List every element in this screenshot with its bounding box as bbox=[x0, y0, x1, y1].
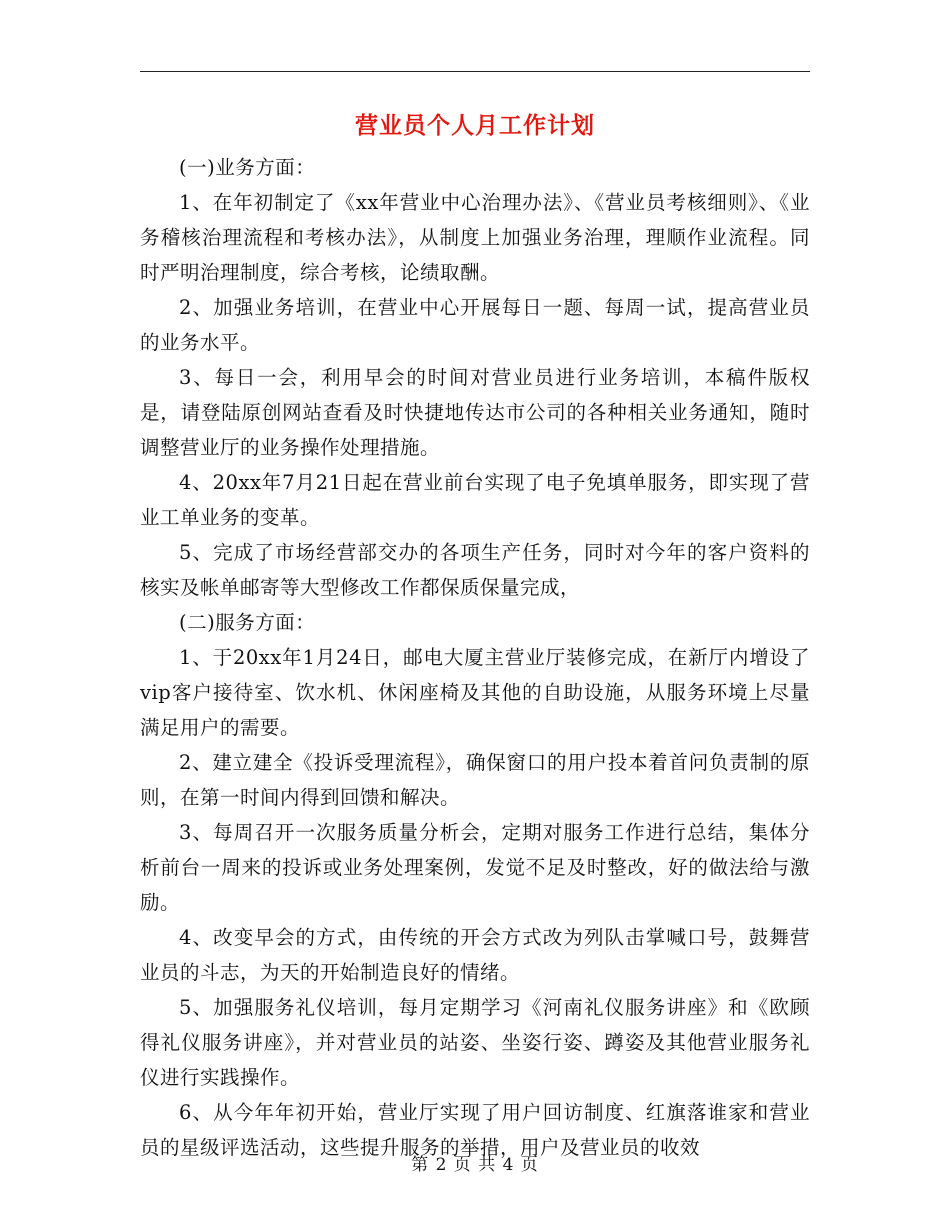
page-number: 第 2 页 共 4 页 bbox=[411, 1155, 539, 1175]
paragraph: 5、完成了市场经营部交办的各项生产任务，同时对今年的客户资料的核实及帐单邮寄等大型修改工作都保质保量完成， bbox=[140, 541, 810, 599]
section-heading-service: (二)服务方面： bbox=[179, 611, 316, 634]
header-rule bbox=[140, 71, 810, 72]
paragraph: 6、从今年年初开始，营业厅实现了用户回访制度、红旗落谁家和营业员的星级评选活动，这些提升服务的举措，用户及营业员的收效 bbox=[140, 1101, 810, 1159]
paragraph: 1、在年初制定了《xx年营业中心治理办法》、《营业员考核细则》、《业务稽核治理流程和考核办法》，从制度上加强业务治理，理顺作业流程。同时严明治理制度，综合考核，论绩取酬。 bbox=[140, 191, 810, 284]
paragraph: 2、加强业务培训，在营业中心开展每日一题、每周一试，提高营业员的业务水平。 bbox=[140, 296, 810, 354]
paragraph: 4、20xx年7月21日起在营业前台实现了电子免填单服务，即实现了营业工单业务的变革。 bbox=[140, 471, 810, 529]
paragraph: 1、于20xx年1月24日，邮电大厦主营业厅装修完成，在新厅内增设了vip客户接待室、饮水机、休闲座椅及其他的自助设施，从服务环境上尽量满足用户的需要。 bbox=[140, 646, 810, 739]
document-body bbox=[140, 150, 810, 1165]
paragraph: 5、加强服务礼仪培训，每月定期学习《河南礼仪服务讲座》和《欧顾得礼仪服务讲座》，并对营业员的站姿、坐姿行姿、蹲姿及其他营业服务礼仪进行实践操作。 bbox=[140, 996, 810, 1089]
section-heading-business: (一)业务方面： bbox=[179, 156, 316, 179]
paragraph: 3、每周召开一次服务质量分析会，定期对服务工作进行总结，集体分析前台一周来的投诉或业务处理案例，发觉不足及时整改，好的做法给与激励。 bbox=[140, 821, 810, 914]
document-title: 营业员个人月工作计划 bbox=[355, 112, 595, 139]
paragraph: 2、建立建全《投诉受理流程》，确保窗口的用户投本着首问负责制的原则，在第一时间内得到回馈和解决。 bbox=[140, 751, 810, 809]
paragraph: 3、每日一会，利用早会的时间对营业员进行业务培训，本稿件版权是，请登陆原创网站查看及时快捷地传达市公司的各种相关业务通知，随时调整营业厅的业务操作处理措施。 bbox=[140, 366, 810, 459]
paragraph: 4、改变早会的方式，由传统的开会方式改为列队击掌喊口号，鼓舞营业员的斗志，为天的开始制造良好的情绪。 bbox=[140, 926, 810, 984]
